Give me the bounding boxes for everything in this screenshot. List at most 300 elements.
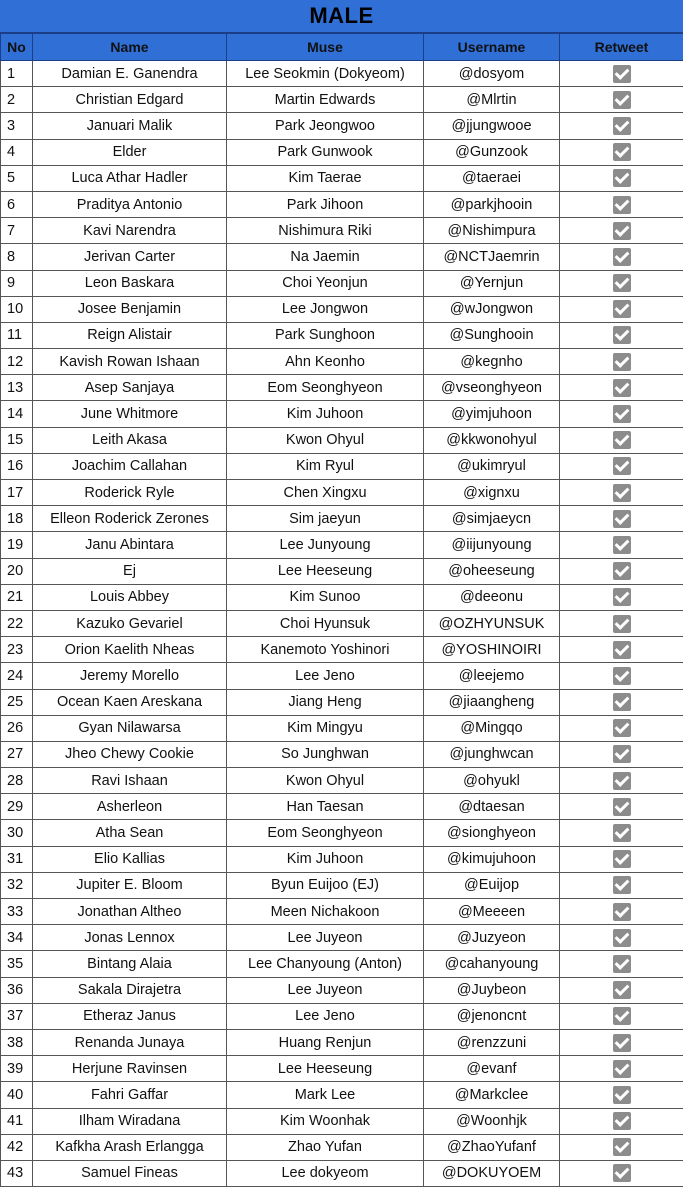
- row-retweet: [560, 1029, 683, 1055]
- row-number: 16: [1, 453, 33, 479]
- row-number: 12: [1, 349, 33, 375]
- row-username: @Mlrtin: [424, 87, 560, 113]
- row-name: Reign Alistair: [33, 322, 227, 348]
- row-username: @yimjuhoon: [424, 401, 560, 427]
- row-muse: Lee Heeseung: [227, 558, 424, 584]
- row-number: 32: [1, 872, 33, 898]
- table-row: [1, 453, 683, 479]
- row-username: @taeraei: [424, 165, 560, 191]
- table-row: [1, 689, 683, 715]
- row-name: Jheo Chewy Cookie: [33, 741, 227, 767]
- row-retweet: [560, 480, 683, 506]
- header-row: [1, 34, 683, 61]
- row-number: 21: [1, 584, 33, 610]
- row-username: @kkwonohyul: [424, 427, 560, 453]
- table-row: [1, 113, 683, 139]
- table-row: [1, 768, 683, 794]
- table-row: [1, 1108, 683, 1134]
- row-retweet: [560, 663, 683, 689]
- table-row: [1, 61, 683, 87]
- row-name: Januari Malik: [33, 113, 227, 139]
- retweet-checkbox-icon[interactable]: [613, 719, 631, 737]
- retweet-checkbox-icon[interactable]: [613, 405, 631, 423]
- retweet-checkbox-icon[interactable]: [613, 536, 631, 554]
- row-muse: Kanemoto Yoshinori: [227, 637, 424, 663]
- row-number: 14: [1, 401, 33, 427]
- row-number: 4: [1, 139, 33, 165]
- table-row: [1, 87, 683, 113]
- table-row: [1, 1029, 683, 1055]
- row-name: Gyan Nilawarsa: [33, 715, 227, 741]
- row-username: @YOSHINOIRI: [424, 637, 560, 663]
- row-name: Leith Akasa: [33, 427, 227, 453]
- row-name: Samuel Fineas: [33, 1160, 227, 1186]
- row-number: 23: [1, 637, 33, 663]
- row-username: @sionghyeon: [424, 820, 560, 846]
- table-row: [1, 846, 683, 872]
- row-username: @evanf: [424, 1056, 560, 1082]
- table-row: [1, 715, 683, 741]
- row-name: Kazuko Gevariel: [33, 610, 227, 636]
- row-muse: Lee Chanyoung (Anton): [227, 951, 424, 977]
- row-muse: Lee Jeno: [227, 663, 424, 689]
- row-retweet: [560, 768, 683, 794]
- row-username: @kimujuhoon: [424, 846, 560, 872]
- row-name: Atha Sean: [33, 820, 227, 846]
- row-username: @OZHYUNSUK: [424, 610, 560, 636]
- row-muse: Eom Seonghyeon: [227, 820, 424, 846]
- row-retweet: [560, 951, 683, 977]
- header-retweet: Retweet: [560, 34, 683, 61]
- retweet-checkbox-icon[interactable]: [613, 1060, 631, 1078]
- row-name: Roderick Ryle: [33, 480, 227, 506]
- row-username: @Nishimpura: [424, 218, 560, 244]
- row-number: 9: [1, 270, 33, 296]
- row-username: @Markclee: [424, 1082, 560, 1108]
- row-username: @leejemo: [424, 663, 560, 689]
- row-muse: Sim jaeyun: [227, 506, 424, 532]
- row-retweet: [560, 1134, 683, 1160]
- row-retweet: [560, 349, 683, 375]
- table-row: [1, 270, 683, 296]
- row-username: @simjaeycn: [424, 506, 560, 532]
- row-muse: Choi Hyunsuk: [227, 610, 424, 636]
- header-name: Name: [33, 34, 227, 61]
- row-retweet: [560, 977, 683, 1003]
- row-retweet: [560, 715, 683, 741]
- row-username: @deeonu: [424, 584, 560, 610]
- row-muse: Lee Jongwon: [227, 296, 424, 322]
- row-name: Jonas Lennox: [33, 925, 227, 951]
- table-row: [1, 296, 683, 322]
- table-row: [1, 663, 683, 689]
- row-retweet: [560, 322, 683, 348]
- row-username: @Mingqo: [424, 715, 560, 741]
- row-name: Jerivan Carter: [33, 244, 227, 270]
- row-username: @Woonhjk: [424, 1108, 560, 1134]
- row-retweet: [560, 113, 683, 139]
- retweet-checkbox-icon[interactable]: [613, 457, 631, 475]
- table-row: [1, 584, 683, 610]
- row-name: Janu Abintara: [33, 532, 227, 558]
- row-retweet: [560, 741, 683, 767]
- row-name: Ocean Kaen Areskana: [33, 689, 227, 715]
- roster-table: [0, 33, 683, 1187]
- row-muse: Kim Taerae: [227, 165, 424, 191]
- row-retweet: [560, 584, 683, 610]
- row-muse: Park Gunwook: [227, 139, 424, 165]
- retweet-checkbox-icon[interactable]: [613, 65, 631, 83]
- retweet-checkbox-icon[interactable]: [613, 431, 631, 449]
- row-number: 39: [1, 1056, 33, 1082]
- row-retweet: [560, 925, 683, 951]
- row-muse: Kim Juhoon: [227, 846, 424, 872]
- row-retweet: [560, 506, 683, 532]
- row-name: Bintang Alaia: [33, 951, 227, 977]
- table-row: [1, 322, 683, 348]
- retweet-checkbox-icon[interactable]: [613, 615, 631, 633]
- row-username: @Euijop: [424, 872, 560, 898]
- row-username: @Yernjun: [424, 270, 560, 296]
- row-name: Jonathan Altheo: [33, 899, 227, 925]
- row-retweet: [560, 1108, 683, 1134]
- row-retweet: [560, 872, 683, 898]
- retweet-checkbox-icon[interactable]: [613, 850, 631, 868]
- row-name: Elder: [33, 139, 227, 165]
- row-name: Elio Kallias: [33, 846, 227, 872]
- row-muse: Kim Juhoon: [227, 401, 424, 427]
- row-name: Leon Baskara: [33, 270, 227, 296]
- row-retweet: [560, 375, 683, 401]
- table-row: [1, 951, 683, 977]
- row-retweet: [560, 794, 683, 820]
- table-row: [1, 218, 683, 244]
- row-number: 33: [1, 899, 33, 925]
- table-row: [1, 1082, 683, 1108]
- table-row: [1, 925, 683, 951]
- row-retweet: [560, 191, 683, 217]
- retweet-checkbox-icon[interactable]: [613, 196, 631, 214]
- row-username: @Juybeon: [424, 977, 560, 1003]
- retweet-checkbox-icon[interactable]: [613, 300, 631, 318]
- table-row: [1, 244, 683, 270]
- row-name: Joachim Callahan: [33, 453, 227, 479]
- row-username: @Juzyeon: [424, 925, 560, 951]
- row-name: Luca Athar Hadler: [33, 165, 227, 191]
- row-name: Sakala Dirajetra: [33, 977, 227, 1003]
- row-muse: Kim Sunoo: [227, 584, 424, 610]
- row-number: 34: [1, 925, 33, 951]
- retweet-checkbox-icon[interactable]: [613, 772, 631, 790]
- retweet-checkbox-icon[interactable]: [613, 693, 631, 711]
- retweet-checkbox-icon[interactable]: [613, 379, 631, 397]
- row-number: 13: [1, 375, 33, 401]
- retweet-checkbox-icon[interactable]: [613, 929, 631, 947]
- retweet-checkbox-icon[interactable]: [613, 326, 631, 344]
- sheet-title: MALE: [0, 0, 683, 33]
- retweet-checkbox-icon[interactable]: [613, 1086, 631, 1104]
- retweet-checkbox-icon[interactable]: [613, 955, 631, 973]
- retweet-checkbox-icon[interactable]: [613, 484, 631, 502]
- row-username: @dosyom: [424, 61, 560, 87]
- row-name: Kafkha Arash Erlangga: [33, 1134, 227, 1160]
- row-username: @Sunghooin: [424, 322, 560, 348]
- row-retweet: [560, 637, 683, 663]
- row-muse: Nishimura Riki: [227, 218, 424, 244]
- row-number: 36: [1, 977, 33, 1003]
- row-retweet: [560, 532, 683, 558]
- row-number: 43: [1, 1160, 33, 1186]
- row-muse: Kim Mingyu: [227, 715, 424, 741]
- row-retweet: [560, 610, 683, 636]
- table-row: [1, 506, 683, 532]
- row-muse: Kwon Ohyul: [227, 427, 424, 453]
- retweet-checkbox-icon[interactable]: [613, 248, 631, 266]
- row-username: @xignxu: [424, 480, 560, 506]
- table-row: [1, 1056, 683, 1082]
- row-name: Ilham Wiradana: [33, 1108, 227, 1134]
- row-name: June Whitmore: [33, 401, 227, 427]
- row-muse: Park Sunghoon: [227, 322, 424, 348]
- row-name: Ravi Ishaan: [33, 768, 227, 794]
- row-number: 15: [1, 427, 33, 453]
- row-username: @junghwcan: [424, 741, 560, 767]
- row-number: 41: [1, 1108, 33, 1134]
- row-muse: Park Jihoon: [227, 191, 424, 217]
- row-username: @iijunyoung: [424, 532, 560, 558]
- row-number: 18: [1, 506, 33, 532]
- table-row: [1, 558, 683, 584]
- row-muse: Lee Jeno: [227, 1003, 424, 1029]
- row-name: Fahri Gaffar: [33, 1082, 227, 1108]
- table-row: [1, 375, 683, 401]
- table-row: [1, 977, 683, 1003]
- row-username: @dtaesan: [424, 794, 560, 820]
- row-name: Praditya Antonio: [33, 191, 227, 217]
- table-row: [1, 1134, 683, 1160]
- row-retweet: [560, 1003, 683, 1029]
- row-number: 8: [1, 244, 33, 270]
- row-username: @Gunzook: [424, 139, 560, 165]
- table-row: [1, 741, 683, 767]
- row-muse: Eom Seonghyeon: [227, 375, 424, 401]
- table-row: [1, 165, 683, 191]
- row-retweet: [560, 427, 683, 453]
- retweet-checkbox-icon[interactable]: [613, 903, 631, 921]
- row-retweet: [560, 270, 683, 296]
- row-number: 25: [1, 689, 33, 715]
- row-muse: Mark Lee: [227, 1082, 424, 1108]
- row-muse: Zhao Yufan: [227, 1134, 424, 1160]
- row-username: @DOKUYOEM: [424, 1160, 560, 1186]
- row-number: 24: [1, 663, 33, 689]
- row-muse: Kwon Ohyul: [227, 768, 424, 794]
- row-name: Asherleon: [33, 794, 227, 820]
- row-name: Kavish Rowan Ishaan: [33, 349, 227, 375]
- retweet-checkbox-icon[interactable]: [613, 798, 631, 816]
- row-retweet: [560, 165, 683, 191]
- table-row: [1, 610, 683, 636]
- row-retweet: [560, 1056, 683, 1082]
- row-retweet: [560, 296, 683, 322]
- row-username: @NCTJaemrin: [424, 244, 560, 270]
- row-muse: So Junghwan: [227, 741, 424, 767]
- header-muse: Muse: [227, 34, 424, 61]
- row-muse: Byun Euijoo (EJ): [227, 872, 424, 898]
- row-retweet: [560, 558, 683, 584]
- row-muse: Lee Juyeon: [227, 977, 424, 1003]
- row-username: @jiaangheng: [424, 689, 560, 715]
- row-name: Herjune Ravinsen: [33, 1056, 227, 1082]
- retweet-checkbox-icon[interactable]: [613, 667, 631, 685]
- row-number: 10: [1, 296, 33, 322]
- retweet-checkbox-icon[interactable]: [613, 824, 631, 842]
- row-username: @ukimryul: [424, 453, 560, 479]
- row-name: Kavi Narendra: [33, 218, 227, 244]
- row-username: @ZhaoYufanf: [424, 1134, 560, 1160]
- row-name: Orion Kaelith Nheas: [33, 637, 227, 663]
- row-muse: Lee Juyeon: [227, 925, 424, 951]
- row-retweet: [560, 453, 683, 479]
- row-username: @parkjhooin: [424, 191, 560, 217]
- retweet-checkbox-icon[interactable]: [613, 91, 631, 109]
- retweet-checkbox-icon[interactable]: [613, 169, 631, 187]
- row-number: 2: [1, 87, 33, 113]
- row-number: 7: [1, 218, 33, 244]
- row-retweet: [560, 401, 683, 427]
- row-number: 28: [1, 768, 33, 794]
- table-row: [1, 899, 683, 925]
- row-username: @vseonghyeon: [424, 375, 560, 401]
- row-name: Ej: [33, 558, 227, 584]
- row-number: 38: [1, 1029, 33, 1055]
- retweet-checkbox-icon[interactable]: [613, 1138, 631, 1156]
- retweet-checkbox-icon[interactable]: [613, 143, 631, 161]
- row-name: Damian E. Ganendra: [33, 61, 227, 87]
- table-row: [1, 427, 683, 453]
- row-muse: Park Jeongwoo: [227, 113, 424, 139]
- row-number: 6: [1, 191, 33, 217]
- row-muse: Lee dokyeom: [227, 1160, 424, 1186]
- row-muse: Chen Xingxu: [227, 480, 424, 506]
- row-name: Etheraz Janus: [33, 1003, 227, 1029]
- row-name: Christian Edgard: [33, 87, 227, 113]
- retweet-checkbox-icon[interactable]: [613, 562, 631, 580]
- header-username: Username: [424, 34, 560, 61]
- row-name: Louis Abbey: [33, 584, 227, 610]
- row-number: 30: [1, 820, 33, 846]
- row-username: @jjungwooe: [424, 113, 560, 139]
- row-username: @oheeseung: [424, 558, 560, 584]
- row-name: Asep Sanjaya: [33, 375, 227, 401]
- row-number: 5: [1, 165, 33, 191]
- row-number: 37: [1, 1003, 33, 1029]
- table-row: [1, 1160, 683, 1186]
- row-retweet: [560, 87, 683, 113]
- row-name: Jupiter E. Bloom: [33, 872, 227, 898]
- row-muse: Na Jaemin: [227, 244, 424, 270]
- table-row: [1, 532, 683, 558]
- retweet-checkbox-icon[interactable]: [613, 641, 631, 659]
- row-number: 26: [1, 715, 33, 741]
- retweet-checkbox-icon[interactable]: [613, 222, 631, 240]
- row-muse: Choi Yeonjun: [227, 270, 424, 296]
- row-username: @kegnho: [424, 349, 560, 375]
- row-username: @cahanyoung: [424, 951, 560, 977]
- table-row: [1, 349, 683, 375]
- retweet-checkbox-icon[interactable]: [613, 588, 631, 606]
- table-row: [1, 637, 683, 663]
- header-no: No: [1, 34, 33, 61]
- retweet-checkbox-icon[interactable]: [613, 876, 631, 894]
- row-number: 29: [1, 794, 33, 820]
- row-muse: Kim Ryul: [227, 453, 424, 479]
- row-number: 11: [1, 322, 33, 348]
- row-name: Josee Benjamin: [33, 296, 227, 322]
- table-row: [1, 139, 683, 165]
- row-retweet: [560, 218, 683, 244]
- table-row: [1, 872, 683, 898]
- row-retweet: [560, 846, 683, 872]
- row-number: 3: [1, 113, 33, 139]
- table-body: [1, 61, 683, 1187]
- row-number: 35: [1, 951, 33, 977]
- row-number: 20: [1, 558, 33, 584]
- retweet-checkbox-icon[interactable]: [613, 353, 631, 371]
- row-number: 40: [1, 1082, 33, 1108]
- row-number: 17: [1, 480, 33, 506]
- row-number: 19: [1, 532, 33, 558]
- row-muse: Lee Seokmin (Dokyeom): [227, 61, 424, 87]
- row-number: 1: [1, 61, 33, 87]
- row-username: @renzzuni: [424, 1029, 560, 1055]
- retweet-checkbox-icon[interactable]: [613, 745, 631, 763]
- row-number: 31: [1, 846, 33, 872]
- row-username: @ohyukl: [424, 768, 560, 794]
- row-name: Elleon Roderick Zerones: [33, 506, 227, 532]
- retweet-checkbox-icon[interactable]: [613, 510, 631, 528]
- row-retweet: [560, 244, 683, 270]
- row-muse: Kim Woonhak: [227, 1108, 424, 1134]
- table-row: [1, 1003, 683, 1029]
- retweet-checkbox-icon[interactable]: [613, 1112, 631, 1130]
- row-retweet: [560, 689, 683, 715]
- row-number: 27: [1, 741, 33, 767]
- row-retweet: [560, 1082, 683, 1108]
- row-muse: Lee Heeseung: [227, 1056, 424, 1082]
- row-muse: Meen Nichakoon: [227, 899, 424, 925]
- retweet-checkbox-icon[interactable]: [613, 1164, 631, 1182]
- retweet-checkbox-icon[interactable]: [613, 1034, 631, 1052]
- row-retweet: [560, 61, 683, 87]
- row-name: Jeremy Morello: [33, 663, 227, 689]
- row-username: @Meeeen: [424, 899, 560, 925]
- row-number: 42: [1, 1134, 33, 1160]
- table-row: [1, 794, 683, 820]
- retweet-checkbox-icon[interactable]: [613, 981, 631, 999]
- row-retweet: [560, 139, 683, 165]
- row-muse: Jiang Heng: [227, 689, 424, 715]
- row-muse: Han Taesan: [227, 794, 424, 820]
- table-row: [1, 191, 683, 217]
- retweet-checkbox-icon[interactable]: [613, 117, 631, 135]
- row-username: @wJongwon: [424, 296, 560, 322]
- row-username: @jenoncnt: [424, 1003, 560, 1029]
- table-row: [1, 820, 683, 846]
- row-muse: Huang Renjun: [227, 1029, 424, 1055]
- retweet-checkbox-icon[interactable]: [613, 274, 631, 292]
- retweet-checkbox-icon[interactable]: [613, 1007, 631, 1025]
